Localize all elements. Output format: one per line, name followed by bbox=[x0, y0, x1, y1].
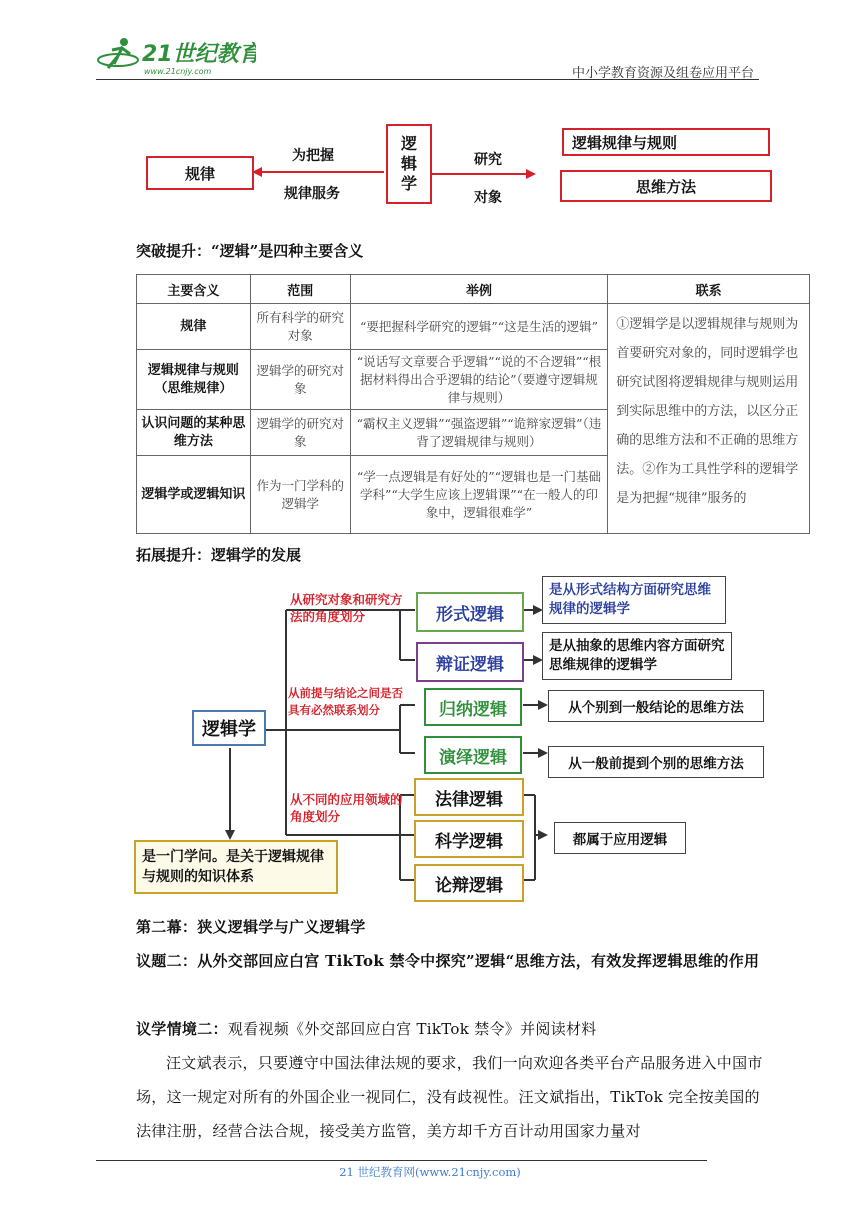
table-cell-meaning: 逻辑学或逻辑知识 bbox=[137, 456, 251, 534]
debate-logic-box bbox=[414, 864, 524, 902]
section-title-development: 拓展提升：逻辑学的发展 bbox=[136, 546, 302, 564]
table-cell-example: “学一点逻辑是有好处的”“逻辑也是一门基础学科”“大学生应该上逻辑课”“在一般人的印象中，逻辑很难学” bbox=[350, 456, 608, 534]
footer-link[interactable]: 21 世纪教育网(www.21cnjy.com) bbox=[339, 1165, 521, 1179]
right-box-2-label: 思维方法 bbox=[635, 177, 696, 196]
act-two-heading: 第二幕：狭义逻辑学与广义逻辑学 bbox=[136, 918, 366, 936]
table-cell-meaning: 规律 bbox=[137, 304, 251, 350]
right-arrow-head-icon bbox=[526, 169, 536, 179]
root-note: 是一门学问。是关于逻辑规律与规则的知识体系 bbox=[142, 849, 324, 885]
applied-logic-box bbox=[554, 822, 686, 854]
table-cell-meaning: 认识问题的某种思维方法 bbox=[137, 410, 251, 456]
left-arrow-top-label: 为把握 bbox=[292, 148, 334, 164]
dialectic-logic-box bbox=[416, 642, 524, 682]
table-cell-example: “说话写文章要合乎逻辑”“说的不合逻辑”“根据材料得出合乎逻辑的结论”（要遵守逻辑规律与规则） bbox=[350, 350, 608, 410]
root-note-box bbox=[134, 840, 338, 894]
table-header-row bbox=[137, 275, 810, 304]
formal-desc: 是从形式结构方面研究思维规律的逻辑学 bbox=[549, 582, 711, 617]
branch2-label: 从前提与结论之间是否具有必然联系划分 bbox=[288, 686, 403, 717]
right-box-rules bbox=[562, 128, 770, 156]
applied-logic-label: 都属于应用逻辑 bbox=[572, 832, 668, 848]
table-cell-relation: ①逻辑学是以逻辑规律与规则为首要研究对象的，同时逻辑学也研究试图将逻辑规律与规则运用到实际思维中的方法，以区分正确的思维方法和不正确的思维方法。②作为工具性学科的逻辑学是为把握“规律”服务的 bbox=[608, 304, 810, 534]
site-logo bbox=[96, 34, 256, 78]
dialectic-logic-label: 辩证逻辑 bbox=[436, 654, 504, 675]
root-label: 逻辑学 bbox=[202, 719, 256, 740]
formal-desc-box bbox=[542, 576, 726, 624]
section-title-meanings: 突破提升：“逻辑”是四种主要含义 bbox=[136, 242, 364, 260]
dialectic-desc: 是从抽象的思维内容方面研究思维规律的逻辑学 bbox=[549, 638, 725, 673]
deductive-logic-label: 演绎逻辑 bbox=[439, 747, 507, 768]
table-cell-example: “霸权主义逻辑”“强盗逻辑”“诡辩家逻辑”（违背了逻辑规律与规则） bbox=[350, 410, 608, 456]
branch1-label: 从研究对象和研究方法的角度划分 bbox=[290, 592, 403, 624]
deductive-desc: 从一般前提到个别的思维方法 bbox=[568, 756, 744, 772]
table-row bbox=[137, 304, 810, 350]
arrow-head-icon bbox=[538, 748, 548, 758]
table-cell-scope: 所有科学的研究对象 bbox=[250, 304, 350, 350]
deductive-desc-box bbox=[548, 746, 764, 778]
table-header: 举例 bbox=[350, 275, 608, 304]
left-arrow-bottom-label: 规律服务 bbox=[284, 186, 340, 202]
inductive-desc: 从个别到一般结论的思维方法 bbox=[568, 700, 744, 716]
header-divider bbox=[96, 79, 759, 80]
arrow-head-icon bbox=[538, 830, 548, 840]
science-logic-box bbox=[414, 820, 524, 858]
table-header: 范围 bbox=[250, 275, 350, 304]
svg-text:21世纪教育: 21世纪教育 bbox=[142, 42, 256, 67]
science-logic-label: 科学逻辑 bbox=[435, 831, 503, 852]
table-cell-scope: 作为一门学科的逻辑学 bbox=[250, 456, 350, 534]
footer-divider bbox=[96, 1160, 707, 1161]
table-cell-example: “要把握科学研究的逻辑”“这是生活的逻辑” bbox=[350, 304, 608, 350]
scenario-text: 观看视频《外交部回应白宫 TikTok 禁令》并阅读材料 bbox=[227, 1020, 597, 1038]
inductive-desc-box bbox=[548, 690, 764, 722]
svg-text:www.21cnjy.com: www.21cnjy.com bbox=[144, 67, 212, 76]
table-cell-meaning: 逻辑规律与规则（思维规律） bbox=[137, 350, 251, 410]
top-diagram-arrows bbox=[250, 160, 540, 184]
right-arrow-bottom-label: 对象 bbox=[474, 190, 502, 206]
arrow-head-icon bbox=[225, 830, 235, 840]
body-paragraph: 汪文斌表示，只要遵守中国法律法规的要求，我们一向欢迎各类平台产品服务进入中国市场，这一规定对所有的外国企业一视同仁，没有歧视性。汪文斌指出，TikTok 完全按美国的法律注册，经营合法合规，接受美方监管，美方却千方百计动用国家力量对 bbox=[136, 1054, 763, 1140]
scenario-label: 议学情境二： bbox=[136, 1020, 228, 1038]
formal-logic-box bbox=[416, 592, 524, 632]
runner-logo-icon bbox=[96, 34, 256, 78]
left-box-rule bbox=[146, 156, 254, 190]
right-box-thinking bbox=[560, 170, 772, 202]
law-logic-label: 法律逻辑 bbox=[435, 789, 503, 810]
formal-logic-label: 形式逻辑 bbox=[436, 604, 504, 625]
table-cell-scope: 逻辑学的研究对象 bbox=[250, 350, 350, 410]
left-arrow-head-icon bbox=[252, 167, 262, 177]
dialectic-desc-box bbox=[542, 632, 732, 680]
right-box-1-label: 逻辑规律与规则 bbox=[572, 133, 678, 152]
right-arrow-top-label: 研究 bbox=[474, 152, 502, 168]
deductive-logic-box bbox=[424, 736, 522, 774]
debate-logic-label: 论辩逻辑 bbox=[435, 875, 503, 896]
scenario-line bbox=[136, 1012, 760, 1046]
table-cell-scope: 逻辑学的研究对象 bbox=[250, 410, 350, 456]
meanings-table bbox=[136, 274, 810, 534]
table-header: 主要含义 bbox=[137, 275, 251, 304]
inductive-logic-box bbox=[424, 688, 522, 726]
branch3-label: 从不同的应用领域的角度划分 bbox=[290, 792, 403, 824]
arrow-head-icon bbox=[538, 700, 548, 710]
topic-two-heading: 议题二：从外交部回应白宫 TikTok 禁令中探究”逻辑“思维方法，有效发挥逻辑思维的作用 bbox=[136, 952, 760, 970]
inductive-logic-label: 归纳逻辑 bbox=[439, 699, 507, 720]
center-box-label: 逻 辑 学 bbox=[400, 134, 417, 193]
law-logic-box bbox=[414, 778, 524, 816]
root-box-logic bbox=[192, 710, 266, 746]
table-header: 联系 bbox=[608, 275, 810, 304]
platform-name: 中小学教育资源及组卷应用平台 bbox=[572, 66, 755, 81]
left-box-label: 规律 bbox=[184, 164, 215, 183]
